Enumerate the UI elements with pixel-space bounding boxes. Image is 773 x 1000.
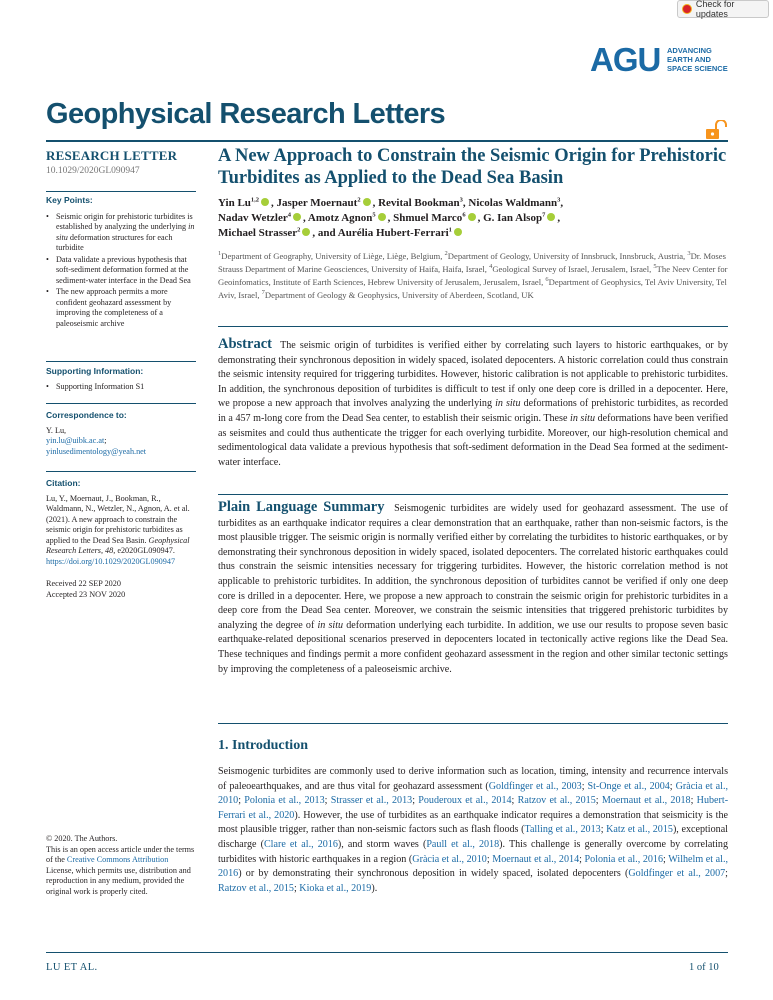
intro-text: ;	[238, 795, 245, 807]
author[interactable]: Revital Bookman$^3$	[378, 196, 463, 209]
supporting-information-heading: Supporting Information:	[46, 366, 144, 376]
orcid-icon[interactable]	[454, 228, 462, 236]
citation-section	[46, 478, 196, 600]
abstract-heading: Abstract	[218, 336, 272, 352]
page-number: 1 of 10	[689, 962, 719, 973]
citation-link[interactable]: Strasser et al., 2013	[330, 795, 413, 807]
correspondence-email[interactable]: yinlusedimentology@yeah.net	[46, 446, 147, 456]
affiliations: $^1$Department of Geography, University of Liège, Liège, Belgium, $^2$Department of Geology, University of Innsbruck, Innsbruck, Austria, $^3$Dr. Moses Strauss Department of Marine Geosciences, University of Haifa, Haifa, Israel, $^4$Geological Survey of Israel, Jerusalem, Israel, $^5$The Neev Center for Geoinfomatics, Institute of Earth Sciences, Hebrew University of Jerusalem, Jerusalem, Israel, $^6$Department of Geophysics, Tel Aviv University, Tel Aviv, Israel, $^7$Department of Geology & Geophysics, University of Aberdeen, Scotland, UK	[218, 250, 728, 300]
intro-text: ;	[725, 868, 728, 880]
intro-text: ;	[579, 853, 585, 865]
agu-logo: AGU	[590, 41, 661, 78]
author[interactable]: Yin Lu$^{1,2}$	[218, 196, 260, 209]
supporting-information-item[interactable]: • Supporting Information S1	[46, 382, 196, 393]
sidebar-rule	[46, 361, 196, 362]
key-point: • The new approach permits a more confident geohazard assessment by improving the completeness of a paleoseismic archive	[46, 287, 196, 329]
article-title: A New Approach to Constrain the Seismic Origin for Prehistoric Turbidites as Applied to the Dead Sea Basin	[218, 146, 727, 188]
key-points-list	[46, 212, 196, 330]
correspondence-section	[46, 410, 196, 457]
citation-link[interactable]: Talling et al., 2013	[524, 824, 601, 836]
orcid-icon[interactable]	[302, 228, 310, 236]
crossmark-icon	[682, 4, 692, 14]
citation-link[interactable]: Wilhelm et al., 2016	[218, 853, 729, 880]
introduction-heading: 1. Introduction	[218, 738, 308, 753]
sidebar-rule	[46, 191, 196, 192]
citation-link[interactable]: Goldfinger et al., 2007	[628, 868, 726, 880]
citation-link[interactable]: Kioka et al., 2019	[299, 882, 372, 894]
journal-title: Geophysical Research Letters	[46, 98, 446, 130]
intro-text: ) or by demonstrating their synchronous deposition in widely spaced, isolated depocenters (	[238, 868, 629, 880]
supporting-information-list	[46, 382, 196, 393]
citation-link[interactable]: Polonia et al., 2013	[244, 795, 325, 807]
citation-link[interactable]: St-Onge et al., 2004	[587, 780, 670, 792]
intro-text: ;	[663, 853, 669, 865]
citation-link[interactable]: Gràcia et al., 2010	[218, 780, 728, 807]
check-for-updates-button[interactable]	[677, 0, 769, 18]
header-rule	[46, 140, 728, 142]
doi: 10.1029/2020GL090947	[46, 166, 140, 176]
author-list: Yin Lu$^{1,2}$ , Jasper Moernaut$^2$ , Revital Bookman$^3$, Nicolas Waldmann$^3$, Nadav Wetzler$^4$ , Amotz Agnon$^5$ , Shmuel Marco$^6$ , G. Ian Alsop$^7$ , Michael Strasser$^2$ , and Aurélia Hubert-Ferrari$^1$	[218, 196, 564, 240]
article-type: RESEARCH LETTER	[46, 148, 178, 163]
intro-text: ), exceptional discharge (	[218, 824, 728, 850]
introduction-body	[218, 765, 728, 896]
key-point: • Seismic origin for prehistoric turbidites is established by analyzing the underlying in situ deformation structures for each turbidite	[46, 212, 196, 254]
citation-link[interactable]: Ratzov et al., 2015	[517, 795, 596, 807]
author[interactable]: Jasper Moernaut$^2$	[276, 196, 361, 209]
creative-commons-link[interactable]: Creative Commons Attribution	[66, 855, 169, 864]
citation-link[interactable]: Hubert-Ferrari et al., 2020	[218, 795, 729, 821]
intro-text: ;	[581, 780, 588, 792]
check-for-updates-label: Check for updates	[695, 0, 735, 19]
intro-text: ;	[690, 795, 697, 807]
author[interactable]: Shmuel Marco$^6$	[393, 211, 466, 225]
orcid-icon[interactable]	[293, 213, 301, 221]
received-date: Received 22 SEP 2020	[46, 579, 121, 588]
citation-link[interactable]: Moernaut et al., 2014	[492, 853, 580, 865]
citation-link[interactable]: Katz et al., 2015	[606, 824, 673, 836]
intro-text: ). This challenge is generally overcome by correlating turbidites with historic earthquakes in a region (	[218, 838, 729, 865]
intro-text: ). However, the use of turbidites as an earthquake indicator requires a demonstration that seismicity is the most plausible trigger, rather than non-seismic factors such as flash floods (	[218, 809, 728, 836]
intro-text: ;	[511, 795, 518, 807]
supporting-information-section	[46, 366, 196, 393]
intro-text: ;	[412, 795, 419, 807]
citation-link[interactable]: Polonia et al., 2016	[584, 853, 664, 865]
citation-doi-link[interactable]: https://doi.org/10.1029/2020GL090947	[46, 556, 176, 566]
author[interactable]: Aurélia Hubert-Ferrari$^1$	[337, 226, 452, 240]
author[interactable]: Nadav Wetzler$^4$	[218, 211, 292, 225]
orcid-icon[interactable]	[363, 198, 371, 206]
key-point: • Data validate a previous hypothesis that soft-sediment deformation formed at the sediment-water interface in the Dead Sea	[46, 255, 196, 287]
orcid-icon[interactable]	[378, 213, 386, 221]
footer-rule	[46, 952, 728, 953]
intro-text: ).	[371, 882, 378, 894]
correspondence-email[interactable]: yin.lu@uibk.ac.at	[46, 436, 105, 445]
section-rule	[218, 494, 728, 495]
agu-tagline-line: ADVANCING	[667, 46, 712, 55]
running-head: LU ET AL.	[46, 962, 98, 973]
section-rule	[218, 723, 728, 724]
sidebar-rule	[46, 403, 196, 404]
intro-text: Seismogenic turbidites are commonly used to derive information such as location, timing, intensity and recurrence intervals of paleoearthquakes, and are thus vital for geohazard assessment (	[218, 766, 728, 792]
intro-text: ;	[324, 795, 331, 807]
license-text: This is an open access article under the terms of the Creative Commons Attribution License, which permits use, distribution and reproduction in any medium, provided the original work is properly cited.	[46, 844, 195, 896]
author[interactable]: Michael Strasser$^2$	[218, 226, 301, 240]
author[interactable]: Amotz Agnon$^5$	[307, 211, 376, 225]
intro-text: ;	[669, 780, 676, 792]
section-rule	[218, 326, 728, 327]
author[interactable]: Nicolas Waldmann$^3$	[468, 196, 561, 209]
key-points-heading: Key Points:	[46, 195, 93, 205]
citation-link[interactable]: Ratzov et al., 2015	[218, 882, 294, 894]
open-access-lock-icon	[704, 120, 728, 140]
intro-text: ;	[595, 795, 602, 807]
license-section	[46, 834, 196, 897]
intro-text: ), and storm waves (	[337, 838, 427, 850]
accepted-date: Accepted 23 NOV 2020	[46, 589, 126, 599]
correspondence-name: Y. Lu,	[46, 425, 67, 435]
separator: ;	[104, 436, 107, 445]
sidebar-rule	[46, 471, 196, 472]
plain-language-summary-heading: Plain Language Summary	[218, 499, 385, 515]
agu-tagline-line: SPACE SCIENCE	[667, 64, 728, 73]
citation-link[interactable]: Moernaut et al., 2018	[601, 795, 691, 807]
abstract: Abstract The seismic origin of turbidites is verified either by correlating such layers to historic earthquakes, or by demonstrating their synchronous deposition in widely spaced, isolated depocenters. A historic correlation could thus constrain the seismic intensity required for triggering turbidites. However, historic calibration is not applicable to prehistoric turbidites. In addition, the synchronous deposition of turbidites is difficult to test if only one deep core is drilled in a depocenter. Here, we propose a new approach that involves analyzing the underlying in situ deformations of prehistoric turbidites, as recorded in a 457 m-long core from the Dead Sea center, to establish their seismic origin. These in situ deformations have been verified as seismites and could thus authenticate the trigger for each overlying turbidite. Moreover, our high-resolution chemical and sedimentological data validate a previous hypothesis that soft-sediment deformation in the Dead Sea formed at the sediment-water interface.	[218, 336, 728, 468]
agu-tagline	[667, 46, 728, 73]
correspondence-heading: Correspondence to:	[46, 410, 127, 420]
citation-heading: Citation:	[46, 478, 81, 488]
key-points-section	[46, 195, 196, 330]
intro-text: ;	[293, 882, 300, 894]
intro-text: ;	[486, 853, 493, 865]
citation-link[interactable]: Paull et al., 2018	[426, 838, 500, 850]
citation-link[interactable]: Clare et al., 2016	[263, 838, 338, 850]
citation-link[interactable]: Gràcia et al., 2010	[412, 853, 487, 865]
plain-language-summary: Plain Language Summary Seismogenic turbidites are widely used for geohazard assessment. The use of turbidites as an earthquake indicator requires a clear demonstration that an earthquake, rather than non-seismic factors, is the most plausible trigger. The seismic origin is normally verified either by correlating the turbidites to historic earthquakes, or by demonstrating their synchronous deposition in widely spaced, isolated depocenters. The correlated historic earthquakes could thus constrain the seismic intensities necessary for triggering turbidites. However, the historic correlation method is not applicable to prehistoric turbidites. In addition, the synchronous deposition of turbidites cannot be verified if only one deep core is drilled in a depocenter. Here, we propose a new approach to constrain the seismic origin for prehistoric turbidites in a deep core from the Dead Sea center. Moreover, we constrain the seismic intensities that triggered prehistoric turbidites by analyzing the degree of in situ deformation underlying each turbidite. In addition, we use our results to propose seven basic earthquake-related depositional scenarios preserved in depocenters located in tectonically active regions like the Dead Sea. These techniques and findings permit a more confident geohazard assessment in the region and other similar tectonic settings by improving the completeness of a paleoseismic archive.	[218, 499, 729, 675]
orcid-icon[interactable]	[261, 198, 269, 206]
citation-link[interactable]: Goldfinger et al., 2003	[488, 780, 582, 792]
citation-text: Lu, Y., Moernaut, J., Bookman, R., Waldmann, N., Wetzler, N., Agnon, A. et al. (2021). A new approach to constrain the seismic origin for prehistoric turbidites as applied to the Dead Sea Basin. Geophysical Research Letters, 48, e2020GL090947. https://doi.org/10.1029/2020GL090947	[46, 493, 190, 566]
intro-text: ;	[600, 824, 607, 836]
copyright: © 2020. The Authors.	[46, 834, 118, 843]
orcid-icon[interactable]	[547, 213, 555, 221]
orcid-icon[interactable]	[468, 213, 476, 221]
agu-tagline-line: EARTH AND	[667, 55, 711, 64]
citation-link[interactable]: Pouderoux et al., 2014	[418, 795, 512, 807]
author[interactable]: G. Ian Alsop$^7$	[483, 211, 546, 225]
